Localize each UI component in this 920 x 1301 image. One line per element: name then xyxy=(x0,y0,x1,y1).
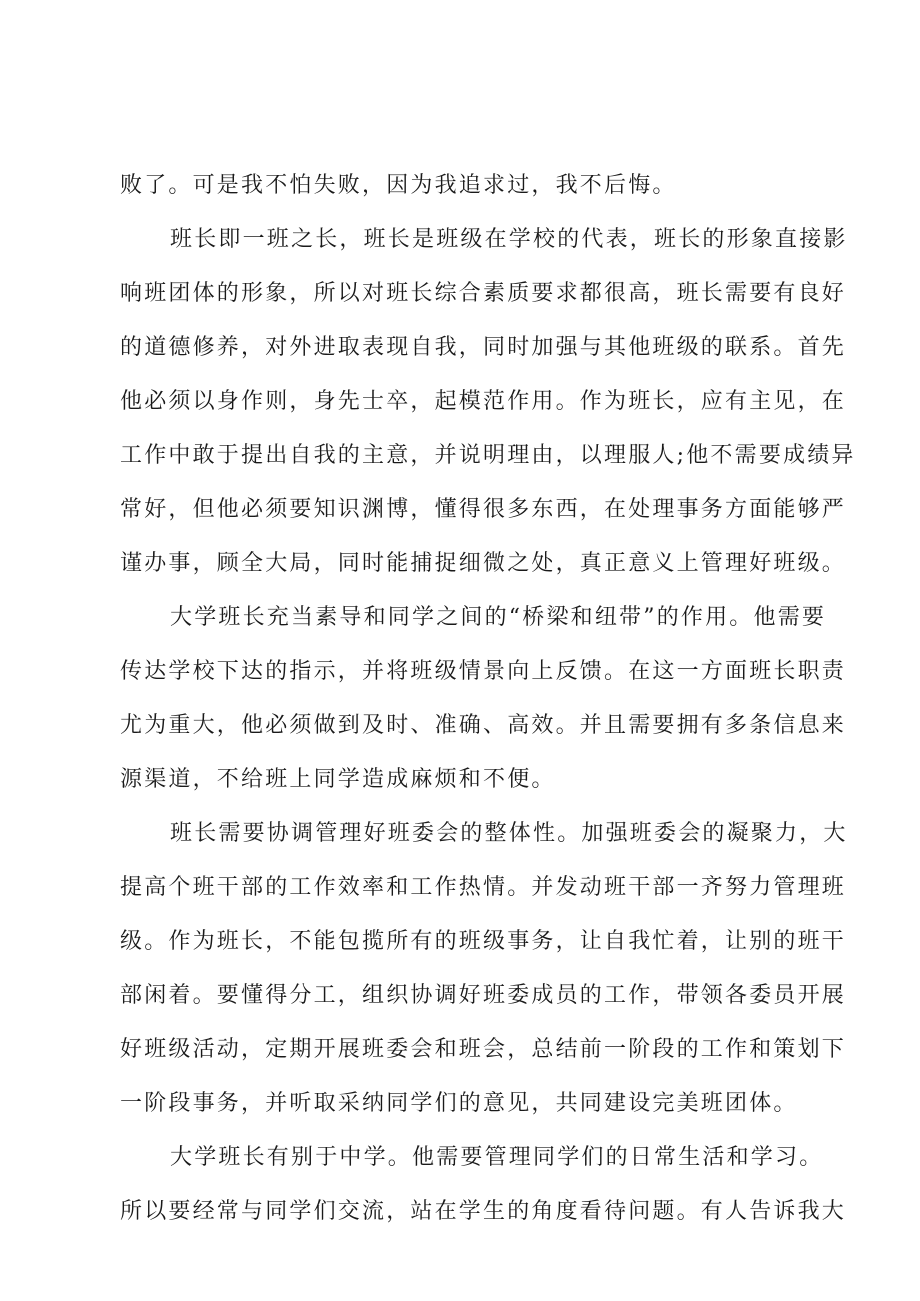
text-line: 提高个班干部的工作效率和工作热情。并发动班干部一齐努力管理班 xyxy=(120,875,847,900)
text-line: 传达学校下达的指示，并将班级情景向上反馈。在这一方面班长职责 xyxy=(120,659,847,684)
text-line: 源渠道，不给班上同学造成麻烦和不便。 xyxy=(120,767,556,792)
text-line: 的道德修养，对外进取表现自我，同时加强与其他班级的联系。首先 xyxy=(120,335,847,360)
text-line: 尤为重大，他必须做到及时、准确、高效。并且需要拥有多条信息来 xyxy=(120,713,847,738)
text-line: 大学班长有别于中学。他需要管理同学们的日常生活和学习。 xyxy=(170,1145,824,1170)
text-line: 部闲着。要懂得分工，组织协调好班委成员的工作，带领各委员开展 xyxy=(120,983,847,1008)
text-line: 他必须以身作则，身先士卒，起模范作用。作为班长，应有主见，在 xyxy=(120,389,847,414)
text-line: 班长即一班之长，班长是班级在学校的代表，班长的形象直接影 xyxy=(170,227,848,252)
text-line: 败了。可是我不怕失败，因为我追求过，我不后悔。 xyxy=(120,173,677,198)
text-line: 好班级活动，定期开展班委会和班会，总结前一阶段的工作和策划下 xyxy=(120,1037,847,1062)
text-line: 常好，但他必须要知识渊博，懂得很多东西，在处理事务方面能够严 xyxy=(120,497,847,522)
text-line: 所以要经常与同学们交流，站在学生的角度看待问题。有人告诉我大 xyxy=(120,1199,847,1224)
text-line: 谨办事，顾全大局，同时能捕捉细微之处，真正意义上管理好班级。 xyxy=(120,551,847,576)
text-line: 响班团体的形象，所以对班长综合素质要求都很高，班长需要有良好 xyxy=(120,281,847,306)
text-line: 一阶段事务，并听取采纳同学们的意见，共同建设完美班团体。 xyxy=(120,1091,798,1116)
text-line: 班长需要协调管理好班委会的整体性。加强班委会的凝聚力，大 xyxy=(170,821,848,846)
text-line: 级。作为班长，不能包揽所有的班级事务，让自我忙着，让别的班干 xyxy=(120,929,847,954)
text-line: 工作中敢于提出自我的主意，并说明理由，以理服人;他不需要成绩异 xyxy=(120,443,856,468)
text-line: 大学班长充当素导和同学之间的“桥梁和纽带”的作用。他需要 xyxy=(170,605,827,630)
